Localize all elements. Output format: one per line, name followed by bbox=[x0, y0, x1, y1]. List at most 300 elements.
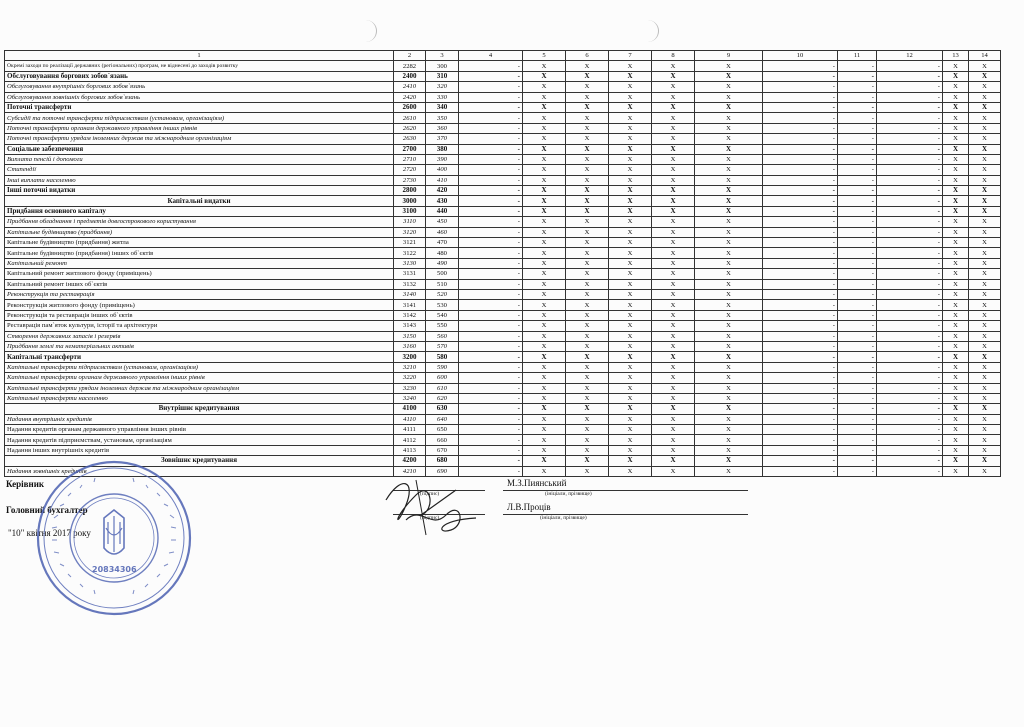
row-code-cell: 3121 bbox=[394, 238, 426, 248]
cell-col7: X bbox=[609, 300, 652, 310]
row-name-cell: Внутрішнє кредитування bbox=[5, 404, 394, 414]
table-row bbox=[5, 227, 1001, 237]
cell-col9: X bbox=[695, 217, 763, 227]
cell-col4: - bbox=[459, 196, 523, 206]
cell-col14: X bbox=[969, 238, 1001, 248]
row-name-cell: Надання інших внутрішніх кредитів bbox=[5, 445, 394, 455]
table-row bbox=[5, 393, 1001, 403]
row-code-cell: 3210 bbox=[394, 362, 426, 372]
cell-col4: - bbox=[459, 82, 523, 92]
cell-col10: - bbox=[763, 310, 838, 320]
cell-col10: - bbox=[763, 196, 838, 206]
row-number-cell: 590 bbox=[426, 362, 459, 372]
cell-col8: X bbox=[652, 321, 695, 331]
row-code-cell: 3100 bbox=[394, 206, 426, 216]
row-number-cell: 420 bbox=[426, 186, 459, 196]
row-name-cell: Реставрація пам`яток культури, історії та архітектури bbox=[5, 321, 394, 331]
cell-col6: X bbox=[566, 227, 609, 237]
cell-col13: X bbox=[943, 321, 969, 331]
row-name-cell: Капітальні трансферти підприємствам (установам, організаціям) bbox=[5, 362, 394, 372]
cell-col13: X bbox=[943, 61, 969, 71]
cell-col13: X bbox=[943, 300, 969, 310]
row-number-cell: 640 bbox=[426, 414, 459, 424]
cell-col5: X bbox=[523, 341, 566, 351]
cell-col13: X bbox=[943, 445, 969, 455]
cell-col5: X bbox=[523, 352, 566, 362]
row-code-cell: 2282 bbox=[394, 61, 426, 71]
cell-col14: X bbox=[969, 248, 1001, 258]
cell-col12: - bbox=[877, 248, 943, 258]
cell-col7: X bbox=[609, 310, 652, 320]
head-label: Керівник bbox=[6, 479, 45, 489]
cell-col8: X bbox=[652, 144, 695, 154]
cell-col11: - bbox=[838, 186, 877, 196]
cell-col10: - bbox=[763, 217, 838, 227]
cell-col12: - bbox=[877, 175, 943, 185]
row-number-cell: 620 bbox=[426, 393, 459, 403]
cell-col10: - bbox=[763, 134, 838, 144]
cell-col10: - bbox=[763, 341, 838, 351]
row-number-cell: 660 bbox=[426, 435, 459, 445]
cell-col5: X bbox=[523, 61, 566, 71]
column-number: 12 bbox=[877, 51, 943, 61]
cell-col9: X bbox=[695, 435, 763, 445]
row-number-cell: 650 bbox=[426, 425, 459, 435]
cell-col13: X bbox=[943, 71, 969, 81]
table-row bbox=[5, 217, 1001, 227]
row-name-cell: Надання кредитів підприємствам, установам, організаціям bbox=[5, 435, 394, 445]
cell-col13: X bbox=[943, 279, 969, 289]
cell-col14: X bbox=[969, 310, 1001, 320]
cell-col6: X bbox=[566, 373, 609, 383]
cell-col14: X bbox=[969, 217, 1001, 227]
row-code-cell: 2700 bbox=[394, 144, 426, 154]
cell-col8: X bbox=[652, 61, 695, 71]
table-row bbox=[5, 352, 1001, 362]
cell-col12: - bbox=[877, 404, 943, 414]
cell-col14: X bbox=[969, 362, 1001, 372]
cell-col13: X bbox=[943, 102, 969, 112]
cell-col9: X bbox=[695, 227, 763, 237]
cell-col4: - bbox=[459, 352, 523, 362]
cell-col9: X bbox=[695, 279, 763, 289]
cell-col14: X bbox=[969, 71, 1001, 81]
cell-col7: X bbox=[609, 227, 652, 237]
cell-col14: X bbox=[969, 102, 1001, 112]
cell-col7: X bbox=[609, 258, 652, 268]
row-name-cell: Поточні трансферти органам державного управління інших рівнів bbox=[5, 123, 394, 133]
cell-col6: X bbox=[566, 404, 609, 414]
cell-col4: - bbox=[459, 134, 523, 144]
row-code-cell: 4200 bbox=[394, 456, 426, 466]
cell-col13: X bbox=[943, 341, 969, 351]
cell-col4: - bbox=[459, 435, 523, 445]
column-number: 6 bbox=[566, 51, 609, 61]
row-number-cell: 570 bbox=[426, 341, 459, 351]
column-number: 4 bbox=[459, 51, 523, 61]
cell-col7: X bbox=[609, 82, 652, 92]
cell-col7: X bbox=[609, 414, 652, 424]
cell-col5: X bbox=[523, 154, 566, 164]
cell-col5: X bbox=[523, 310, 566, 320]
row-name-cell: Капітальний ремонт bbox=[5, 258, 394, 268]
cell-col13: X bbox=[943, 310, 969, 320]
cell-col12: - bbox=[877, 310, 943, 320]
cell-col6: X bbox=[566, 289, 609, 299]
cell-col10: - bbox=[763, 435, 838, 445]
cell-col8: X bbox=[652, 82, 695, 92]
cell-col7: X bbox=[609, 466, 652, 476]
cell-col14: X bbox=[969, 269, 1001, 279]
cell-col12: - bbox=[877, 92, 943, 102]
cell-col10: - bbox=[763, 425, 838, 435]
cell-col6: X bbox=[566, 123, 609, 133]
punch-hole-mark bbox=[362, 20, 377, 42]
row-name-cell: Створення державних запасів і резервів bbox=[5, 331, 394, 341]
cell-col7: X bbox=[609, 175, 652, 185]
cell-col7: X bbox=[609, 134, 652, 144]
cell-col7: X bbox=[609, 352, 652, 362]
cell-col13: X bbox=[943, 425, 969, 435]
cell-col8: X bbox=[652, 196, 695, 206]
cell-col4: - bbox=[459, 321, 523, 331]
cell-col12: - bbox=[877, 279, 943, 289]
cell-col10: - bbox=[763, 383, 838, 393]
cell-col6: X bbox=[566, 269, 609, 279]
cell-col12: - bbox=[877, 341, 943, 351]
cell-col11: - bbox=[838, 113, 877, 123]
row-number-cell: 480 bbox=[426, 248, 459, 258]
cell-col4: - bbox=[459, 362, 523, 372]
row-code-cell: 2420 bbox=[394, 92, 426, 102]
seal-code-text: 20834306 bbox=[92, 565, 137, 574]
table-row bbox=[5, 341, 1001, 351]
column-number: 5 bbox=[523, 51, 566, 61]
cell-col8: X bbox=[652, 362, 695, 372]
row-number-cell: 540 bbox=[426, 310, 459, 320]
row-name-cell: Стипендії bbox=[5, 165, 394, 175]
cell-col5: X bbox=[523, 71, 566, 81]
cell-col5: X bbox=[523, 144, 566, 154]
head-signature-note: (підпис) bbox=[420, 491, 440, 497]
cell-col11: - bbox=[838, 217, 877, 227]
cell-col6: X bbox=[566, 61, 609, 71]
row-number-cell: 340 bbox=[426, 102, 459, 112]
cell-col14: X bbox=[969, 321, 1001, 331]
cell-col13: X bbox=[943, 258, 969, 268]
cell-col8: X bbox=[652, 269, 695, 279]
row-name-cell: Реконструкція та реставрація інших об`єктів bbox=[5, 310, 394, 320]
cell-col11: - bbox=[838, 269, 877, 279]
row-code-cell: 3000 bbox=[394, 196, 426, 206]
cell-col8: X bbox=[652, 71, 695, 81]
cell-col9: X bbox=[695, 154, 763, 164]
cell-col11: - bbox=[838, 404, 877, 414]
cell-col5: X bbox=[523, 248, 566, 258]
cell-col13: X bbox=[943, 196, 969, 206]
cell-col9: X bbox=[695, 321, 763, 331]
cell-col6: X bbox=[566, 393, 609, 403]
cell-col9: X bbox=[695, 175, 763, 185]
cell-col8: X bbox=[652, 186, 695, 196]
row-code-cell: 3122 bbox=[394, 248, 426, 258]
row-number-cell: 370 bbox=[426, 134, 459, 144]
cell-col12: - bbox=[877, 414, 943, 424]
cell-col6: X bbox=[566, 445, 609, 455]
cell-col10: - bbox=[763, 61, 838, 71]
row-number-cell: 350 bbox=[426, 113, 459, 123]
cell-col7: X bbox=[609, 154, 652, 164]
row-name-cell: Субсидії та поточні трансферти підприємствам (установам, організаціям) bbox=[5, 113, 394, 123]
cell-col9: X bbox=[695, 113, 763, 123]
cell-col8: X bbox=[652, 248, 695, 258]
table-row bbox=[5, 186, 1001, 196]
table-row bbox=[5, 269, 1001, 279]
cell-col12: - bbox=[877, 123, 943, 133]
row-number-cell: 560 bbox=[426, 331, 459, 341]
cell-col8: X bbox=[652, 206, 695, 216]
cell-col9: X bbox=[695, 373, 763, 383]
cell-col5: X bbox=[523, 92, 566, 102]
cell-col14: X bbox=[969, 404, 1001, 414]
cell-col8: X bbox=[652, 227, 695, 237]
table-row bbox=[5, 445, 1001, 455]
cell-col13: X bbox=[943, 227, 969, 237]
cell-col4: - bbox=[459, 175, 523, 185]
cell-col12: - bbox=[877, 352, 943, 362]
cell-col7: X bbox=[609, 113, 652, 123]
cell-col7: X bbox=[609, 71, 652, 81]
table-row bbox=[5, 310, 1001, 320]
cell-col13: X bbox=[943, 186, 969, 196]
cell-col10: - bbox=[763, 102, 838, 112]
row-number-cell: 520 bbox=[426, 289, 459, 299]
cell-col5: X bbox=[523, 456, 566, 466]
cell-col4: - bbox=[459, 71, 523, 81]
cell-col14: X bbox=[969, 341, 1001, 351]
cell-col5: X bbox=[523, 373, 566, 383]
cell-col14: X bbox=[969, 373, 1001, 383]
row-code-cell: 2600 bbox=[394, 102, 426, 112]
cell-col4: - bbox=[459, 227, 523, 237]
cell-col14: X bbox=[969, 227, 1001, 237]
row-code-cell: 4100 bbox=[394, 404, 426, 414]
cell-col12: - bbox=[877, 393, 943, 403]
row-name-cell: Капітальні видатки bbox=[5, 196, 394, 206]
cell-col9: X bbox=[695, 102, 763, 112]
cell-col6: X bbox=[566, 165, 609, 175]
cell-col12: - bbox=[877, 321, 943, 331]
table-row bbox=[5, 248, 1001, 258]
cell-col13: X bbox=[943, 82, 969, 92]
cell-col11: - bbox=[838, 341, 877, 351]
cell-col8: X bbox=[652, 435, 695, 445]
cell-col5: X bbox=[523, 435, 566, 445]
cell-col12: - bbox=[877, 435, 943, 445]
cell-col14: X bbox=[969, 61, 1001, 71]
cell-col4: - bbox=[459, 144, 523, 154]
table-row bbox=[5, 206, 1001, 216]
table-row bbox=[5, 113, 1001, 123]
table-row bbox=[5, 435, 1001, 445]
cell-col10: - bbox=[763, 123, 838, 133]
cell-col13: X bbox=[943, 404, 969, 414]
row-code-cell: 2710 bbox=[394, 154, 426, 164]
row-number-cell: 330 bbox=[426, 92, 459, 102]
row-code-cell: 3132 bbox=[394, 279, 426, 289]
cell-col4: - bbox=[459, 258, 523, 268]
cell-col4: - bbox=[459, 217, 523, 227]
cell-col5: X bbox=[523, 165, 566, 175]
cell-col6: X bbox=[566, 238, 609, 248]
cell-col10: - bbox=[763, 300, 838, 310]
cell-col5: X bbox=[523, 206, 566, 216]
row-code-cell: 4113 bbox=[394, 445, 426, 455]
head-name-line bbox=[503, 490, 748, 491]
cell-col4: - bbox=[459, 331, 523, 341]
row-name-cell: Обслуговування зовнішніх боргових зобов`язань bbox=[5, 92, 394, 102]
row-code-cell: 3200 bbox=[394, 352, 426, 362]
cell-col9: X bbox=[695, 248, 763, 258]
row-code-cell: 2610 bbox=[394, 113, 426, 123]
cell-col7: X bbox=[609, 196, 652, 206]
report-date: "10" квітня 2017 року bbox=[8, 528, 91, 538]
cell-col8: X bbox=[652, 113, 695, 123]
cell-col13: X bbox=[943, 362, 969, 372]
cell-col9: X bbox=[695, 300, 763, 310]
table-row bbox=[5, 383, 1001, 393]
row-name-cell: Капітальний ремонт житлового фонду (приміщень) bbox=[5, 269, 394, 279]
row-code-cell: 3150 bbox=[394, 331, 426, 341]
row-number-cell: 680 bbox=[426, 456, 459, 466]
cell-col4: - bbox=[459, 393, 523, 403]
cell-col10: - bbox=[763, 393, 838, 403]
cell-col9: X bbox=[695, 186, 763, 196]
cell-col6: X bbox=[566, 352, 609, 362]
cell-col5: X bbox=[523, 289, 566, 299]
cell-col7: X bbox=[609, 456, 652, 466]
cell-col13: X bbox=[943, 352, 969, 362]
cell-col6: X bbox=[566, 134, 609, 144]
table-row bbox=[5, 238, 1001, 248]
row-number-cell: 460 bbox=[426, 227, 459, 237]
row-number-cell: 360 bbox=[426, 123, 459, 133]
cell-col10: - bbox=[763, 154, 838, 164]
row-name-cell: Реконструкція житлового фонду (приміщень) bbox=[5, 300, 394, 310]
cell-col14: X bbox=[969, 393, 1001, 403]
cell-col12: - bbox=[877, 466, 943, 476]
row-code-cell: 4111 bbox=[394, 425, 426, 435]
column-number: 3 bbox=[426, 51, 459, 61]
table-row bbox=[5, 92, 1001, 102]
cell-col6: X bbox=[566, 175, 609, 185]
table-row bbox=[5, 61, 1001, 71]
cell-col12: - bbox=[877, 373, 943, 383]
cell-col7: X bbox=[609, 435, 652, 445]
row-name-cell: Поточні трансферти bbox=[5, 102, 394, 112]
row-code-cell: 3141 bbox=[394, 300, 426, 310]
cell-col14: X bbox=[969, 92, 1001, 102]
cell-col13: X bbox=[943, 383, 969, 393]
cell-col11: - bbox=[838, 71, 877, 81]
cell-col14: X bbox=[969, 456, 1001, 466]
cell-col14: X bbox=[969, 425, 1001, 435]
cell-col4: - bbox=[459, 61, 523, 71]
cell-col10: - bbox=[763, 373, 838, 383]
row-code-cell: 2730 bbox=[394, 175, 426, 185]
cell-col10: - bbox=[763, 186, 838, 196]
cell-col5: X bbox=[523, 238, 566, 248]
row-name-cell: Виплата пенсій і допомоги bbox=[5, 154, 394, 164]
cell-col10: - bbox=[763, 269, 838, 279]
row-name-cell: Капітальні трансферти урядам іноземних держав та міжнародним організаціям bbox=[5, 383, 394, 393]
cell-col9: X bbox=[695, 456, 763, 466]
table-row bbox=[5, 300, 1001, 310]
cell-col5: X bbox=[523, 113, 566, 123]
cell-col8: X bbox=[652, 373, 695, 383]
cell-col9: X bbox=[695, 238, 763, 248]
table-row bbox=[5, 102, 1001, 112]
cell-col14: X bbox=[969, 82, 1001, 92]
cell-col9: X bbox=[695, 383, 763, 393]
cell-col12: - bbox=[877, 144, 943, 154]
cell-col11: - bbox=[838, 331, 877, 341]
cell-col6: X bbox=[566, 300, 609, 310]
cell-col7: X bbox=[609, 404, 652, 414]
cell-col6: X bbox=[566, 92, 609, 102]
cell-col14: X bbox=[969, 196, 1001, 206]
cell-col8: X bbox=[652, 310, 695, 320]
cell-col11: - bbox=[838, 123, 877, 133]
cell-col10: - bbox=[763, 289, 838, 299]
cell-col7: X bbox=[609, 217, 652, 227]
cell-col4: - bbox=[459, 373, 523, 383]
column-number: 1 bbox=[5, 51, 394, 61]
cell-col8: X bbox=[652, 258, 695, 268]
cell-col11: - bbox=[838, 258, 877, 268]
cell-col7: X bbox=[609, 393, 652, 403]
cell-col7: X bbox=[609, 269, 652, 279]
cell-col4: - bbox=[459, 113, 523, 123]
row-code-cell: 3142 bbox=[394, 310, 426, 320]
row-name-cell: Капітальне будівництво (придбання) bbox=[5, 227, 394, 237]
cell-col11: - bbox=[838, 445, 877, 455]
cell-col13: X bbox=[943, 134, 969, 144]
row-name-cell: Капітальне будівництво (придбання) житла bbox=[5, 238, 394, 248]
row-number-cell: 380 bbox=[426, 144, 459, 154]
cell-col4: - bbox=[459, 383, 523, 393]
cell-col12: - bbox=[877, 331, 943, 341]
table-row bbox=[5, 289, 1001, 299]
cell-col6: X bbox=[566, 414, 609, 424]
cell-col11: - bbox=[838, 352, 877, 362]
row-name-cell: Придбання обладнання і предметів довгострокового користування bbox=[5, 217, 394, 227]
accountant-initials-note: (ініціали, прізвище) bbox=[540, 515, 587, 521]
cell-col13: X bbox=[943, 435, 969, 445]
cell-col11: - bbox=[838, 175, 877, 185]
cell-col12: - bbox=[877, 217, 943, 227]
cell-col6: X bbox=[566, 186, 609, 196]
cell-col13: X bbox=[943, 92, 969, 102]
cell-col11: - bbox=[838, 383, 877, 393]
row-name-cell: Обслуговування боргових зобов`язань bbox=[5, 71, 394, 81]
cell-col7: X bbox=[609, 373, 652, 383]
table-row bbox=[5, 362, 1001, 372]
cell-col5: X bbox=[523, 175, 566, 185]
cell-col9: X bbox=[695, 310, 763, 320]
cell-col5: X bbox=[523, 321, 566, 331]
row-code-cell: 3131 bbox=[394, 269, 426, 279]
